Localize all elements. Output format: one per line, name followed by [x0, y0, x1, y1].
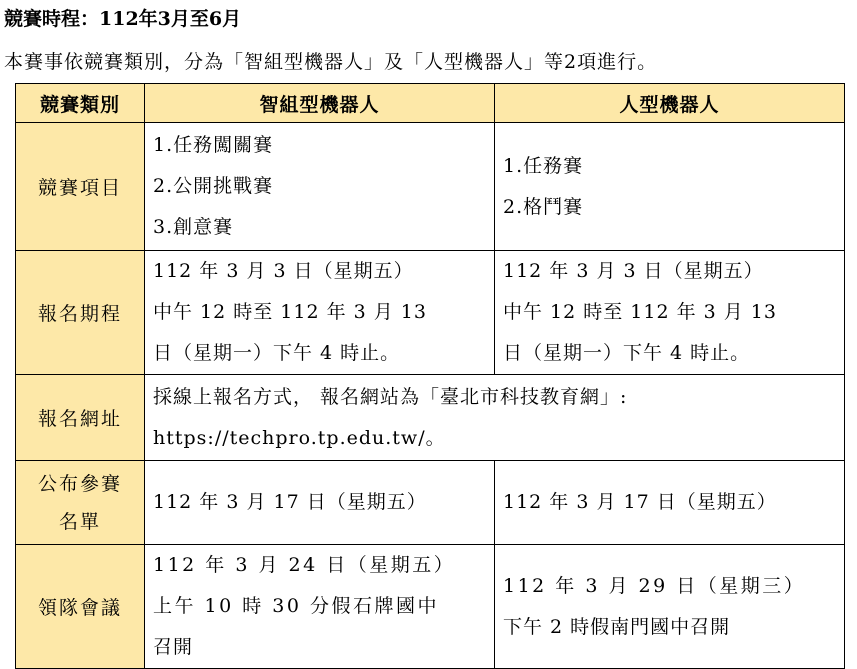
- row-items: [16, 123, 845, 251]
- registration-line: 112 年 3 月 3 日（星期五）: [153, 260, 414, 282]
- website-line: 採線上報名方式， 報名網站為「臺北市科技教育網」:: [153, 385, 628, 408]
- item-line: 2.格鬥賽: [503, 195, 584, 218]
- meeting-line: 112 年 3 月 29 日（星期三）: [503, 574, 806, 597]
- label-participant-list: [16, 461, 145, 545]
- page-heading: 競賽時程：112年3月至6月: [4, 8, 242, 30]
- intro-text: 本賽事依競賽類別，分為「智組型機器人」及「人型機器人」等2項進行。: [4, 51, 658, 73]
- website-url: https://techpro.tp.edu.tw/。: [153, 426, 446, 449]
- row-registration: [16, 251, 845, 375]
- row-participant-list: [16, 461, 845, 545]
- meeting-line: 上午 10 時 30 分假石牌國中: [153, 595, 440, 617]
- row-website: [16, 375, 845, 461]
- meeting-line: 112 年 3 月 24 日（星期五）: [153, 554, 456, 576]
- items-smart: [145, 123, 495, 251]
- label-meeting: 領隊會議: [16, 545, 145, 669]
- header-humanoid-robot: 人型機器人: [495, 84, 845, 123]
- meeting-line: 下午 2 時假南門國中召開: [503, 615, 731, 638]
- participant-list-humanoid: 112 年 3 月 17 日（星期五）: [495, 461, 845, 545]
- website-info: [145, 375, 845, 461]
- registration-line: 中午 12 時至 112 年 3 月 13: [503, 301, 777, 323]
- item-line: 2.公開挑戰賽: [153, 175, 274, 197]
- label-website: 報名網址: [16, 375, 145, 461]
- label-line: 名單: [58, 510, 101, 533]
- registration-smart: [145, 251, 495, 375]
- header-category: 競賽類別: [16, 84, 145, 123]
- registration-humanoid: [495, 251, 845, 375]
- meeting-line: 召開: [153, 636, 194, 658]
- competition-schedule-table: [15, 83, 845, 669]
- label-items: 競賽項目: [16, 123, 145, 251]
- item-line: 1.任務賽: [503, 154, 584, 177]
- registration-line: 日（星期一）下午 4 時止。: [153, 342, 401, 364]
- label-line: 公布參賽: [37, 472, 122, 495]
- item-line: 3.創意賽: [153, 216, 234, 238]
- label-registration: 報名期程: [16, 251, 145, 375]
- registration-line: 中午 12 時至 112 年 3 月 13: [153, 301, 427, 323]
- header-smart-robot: 智組型機器人: [145, 84, 495, 123]
- row-meeting: [16, 545, 845, 669]
- items-humanoid: [495, 123, 845, 251]
- item-line: 1.任務闖關賽: [153, 134, 274, 156]
- registration-line: 112 年 3 月 3 日（星期五）: [503, 260, 764, 282]
- header-row: [16, 84, 845, 123]
- meeting-humanoid: [495, 545, 845, 669]
- registration-line: 日（星期一）下午 4 時止。: [503, 342, 751, 364]
- meeting-smart: [145, 545, 495, 669]
- participant-list-smart: 112 年 3 月 17 日（星期五）: [145, 461, 495, 545]
